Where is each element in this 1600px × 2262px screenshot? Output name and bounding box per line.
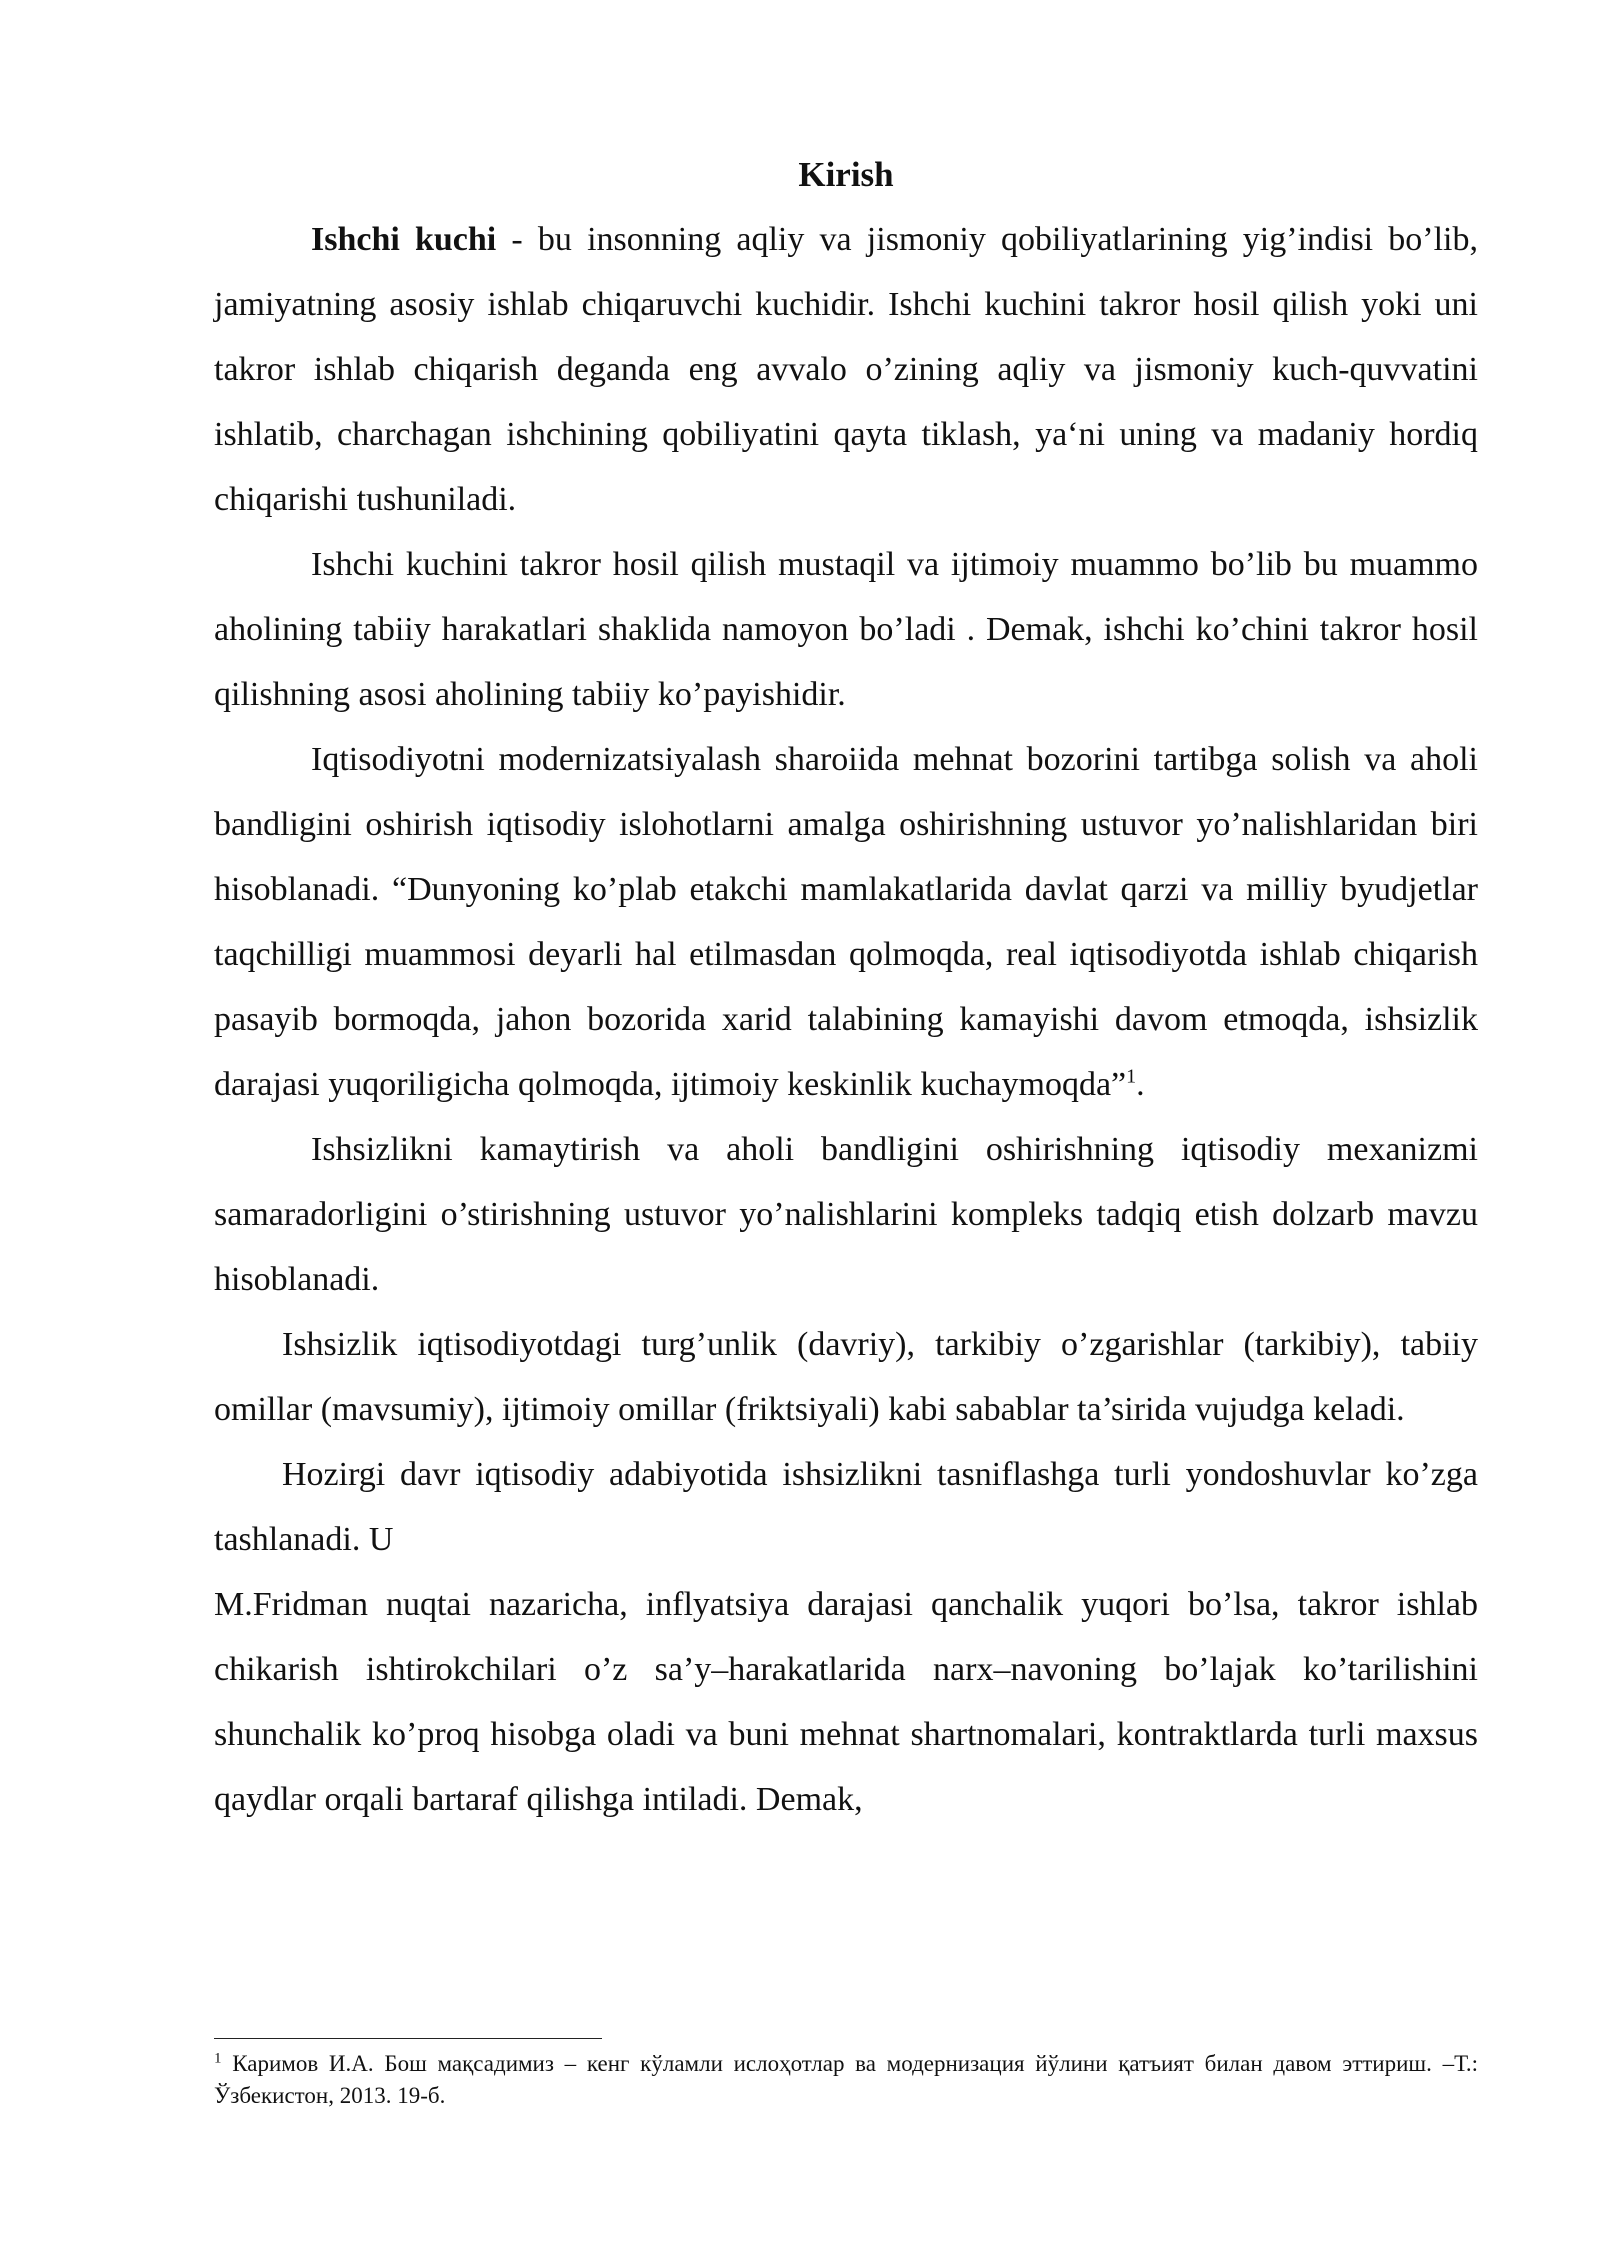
- footnote-separator: [214, 2038, 602, 2039]
- footnote-reference[interactable]: 1: [1126, 1065, 1137, 1088]
- paragraph-2-text: Ishchi kuchini takror hosil qilish mustaqil va ijtimoiy muammo bo’lib bu muammo aholining tabiiy harakatlari shaklida namoyon bo’ladi . Demak, ishchi ko’chini takror hosil qilishning asosi aholining tabiiy ko’payishidir.: [214, 546, 1478, 713]
- paragraph-3-text: Iqtisodiyotni modernizatsiyalash sharoiida mehnat bozorini tartibga solish va aholi bandligini oshirish iqtisodiy islohotlarni amalga oshirishning ustuvor yo’nalishlaridan biri hisoblanadi. “Dunyoning ko’plab etakchi mamlakatlarida davlat qarzi va milliy byudjetlar taqchilligi muammosi deyarli hal etilmasdan qolmoqda, real iqtisodiyotda ishlab chiqarish pasayib bormoqda, jahon bozorida xarid talabining kamayishi davom etmoqda, ishsizlik darajasi yuqoriligicha qolmoqda, ijtimoiy keskinlik kuchaymoqda”: [214, 741, 1478, 1103]
- page-title: Kirish: [798, 155, 894, 194]
- bold-term: Ishchi kuchi: [311, 221, 497, 258]
- paragraph-1-text: - bu insonning aqliy va jismoniy qobiliyatlarining yig’indisi bo’lib, jamiyatning asosiy ishlab chiqaruvchi kuchidir. Ishchi kuchini takror hosil qilish yoki uni takror ishlab chiqarish deganda eng avvalo o’zining aqliy va jismoniy kuch-quvvatini ishlatib, charchagan ishchining qobiliyatini qayta tiklash, ya‘ni uning va madaniy hordiq chiqarishi tushuniladi.: [214, 221, 1479, 518]
- paragraph-4-text: Ishsizlikni kamaytirish va aholi bandligini oshirishning iqtisodiy mexanizmi samaradorligini o’stirishning ustuvor yo’nalishlarini kompleks tadqiq etish dolzarb mavzu hisoblanadi.: [214, 1131, 1478, 1298]
- paragraph-6-text: Hozirgi davr iqtisodiy adabiyotida ishsizlikni tasniflashga turli yondoshuvlar ko’zga tashlanadi. U: [214, 1456, 1478, 1558]
- paragraph-3-tail: .: [1136, 1066, 1145, 1103]
- footnote-number: 1: [214, 2050, 222, 2067]
- paragraph-4: [214, 1117, 1478, 1312]
- paragraph-5: [214, 1312, 1478, 1442]
- paragraph-2: [214, 532, 1478, 727]
- footnote-text: Каримов И.А. Бош мақсадимиз – кенг кўламли ислоҳотлар ва модернизация йўлини қатъият билан давом эттириш. –Т.: Ўзбекистон, 2013. 19-б.: [214, 2051, 1478, 2108]
- paragraph-1: [214, 207, 1478, 532]
- document-body: [214, 142, 1478, 1832]
- paragraph-6: [214, 1442, 1478, 1572]
- paragraph-7: [214, 1572, 1478, 1832]
- paragraph-3: [214, 727, 1478, 1117]
- paragraph-7-text: M.Fridman nuqtai nazaricha, inflyatsiya darajasi qanchalik yuqori bo’lsa, takror ishlab chikarish ishtirokchilari o’z sa’y–harakatlarida narx–navoning bo’lajak ko’tarilishini shunchalik ko’proq hisobga oladi va buni mehnat shartnomalari, kontraktlarda turli maxsus qaydlar orqali bartaraf qilishga intiladi. Demak,: [214, 1586, 1478, 1818]
- footnote: [214, 2048, 1478, 2112]
- paragraph-5-text: Ishsizlik iqtisodiyotdagi turg’unlik (davriy), tarkibiy o’zgarishlar (tarkibiy), tabiiy omillar (mavsumiy), ijtimoiy omillar (friktsiyali) kabi sabablar ta’sirida vujudga keladi.: [214, 1326, 1478, 1428]
